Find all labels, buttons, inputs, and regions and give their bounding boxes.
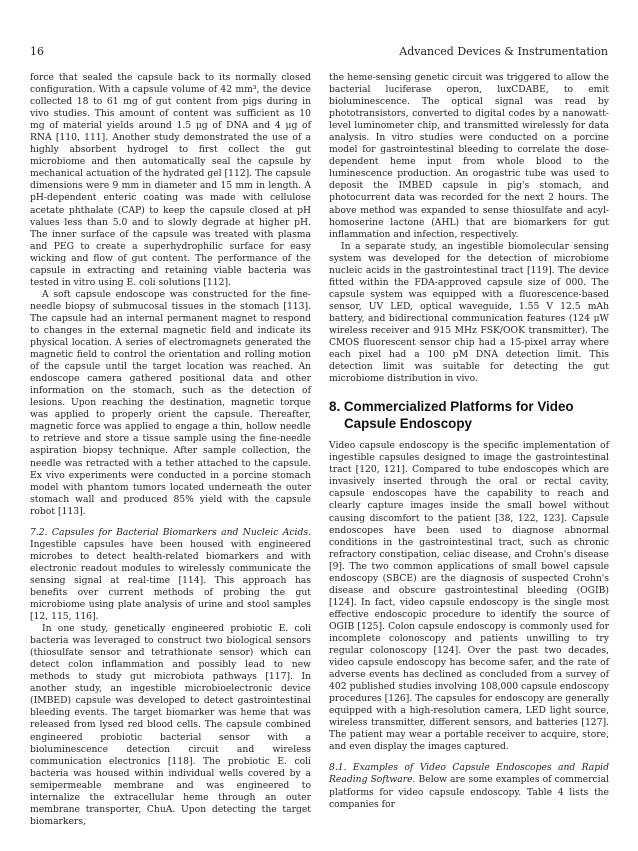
- subsection-title: 7.2. Capsules for Bacterial Biomarkers and Nucleic Acids.: [30, 526, 311, 538]
- right-column: [329, 72, 609, 811]
- paragraph: Video capsule endoscopy is the specific implementation of ingestible capsules designed to image the gastrointestinal tract [120, 121]. Compared to tube endoscopes which are invasively inserted through the oral or rectal cavity, capsule endoscopes have the capability to reach and clearly capture images inside the small bowel without causing discomfort to the patient [38, 122, 123]. Capsule endoscopes have been used to diagnose abnormal conditions in the gastrointestinal tract, such as chronic refractory constipation, celiac disease, and Crohn's disease [9]. The two common applications of small bowel capsule endoscopy (SBCE) are the diagnosis of suspected Crohn's disease and obscure gastrointestinal bleeding (OGIB) [124]. In fact, video capsule endoscopy is the single most effective endoscopic procedure to identify the source of OGIB [125]. Colon capsule endoscopy is commonly used for incomplete colonoscopy and patients unwilling to try regular colonoscopy [124]. Over the past two decades, video capsule endoscopy has become safer, and the rate of adverse events has declined as concluded from a survey of 402 published studies involving 108,000 capsule endoscopy procedures [126]. The capsules for endoscopy are generally equipped with a high-resolution camera, LED light source, wireless transmitter, different sensors, and batteries [127]. The patient may wear a portable receiver to acquire, store, and even display the images captured.: [329, 440, 609, 753]
- section-title-line: Capsule Endoscopy: [344, 415, 472, 431]
- paragraph: In one study, genetically engineered probiotic E. coli bacteria was leveraged to construct two biological sensors (thiosulfate sensor and tetrathionate sensor) which can detect colon inflammation and possibly lead to new methods to study gut microbiota pathways [117]. In another study, an ingestible microbioelectronic device (IMBED) capsule was developed to detect gastrointestinal bleeding events. The target biomarker was heme that was released from lysed red blood cells. The capsule combined engineered probiotic bacterial sensor with a bioluminescence detection circuit and wireless communication electronics [118]. The probiotic E. coli bacteria was housed within individual wells covered by a semipermeable membrane and was engineered to internalize the extracellular heme through an outer membrane transporter, ChuA. Upon detecting the target biomarkers,: [30, 623, 311, 827]
- page-number: 16: [30, 45, 44, 58]
- paragraph: In a separate study, an ingestible biomolecular sensing system was developed for the detection of microbiome nucleic acids in the gastrointestinal tract [119]. The device fitted within the FDA-approved capsule size of 000. The capsule system was equipped with a fluorescence-based sensor, UV LED, optical waveguide, 1.55 V 12.5 mAh battery, and bidirectional communication features (124 μW wireless receiver and 915 MHz FSK/OOK transmitter). The CMOS fluorescent sensor chip had a 15-pixel array where each pixel had a 100 pM DNA detection limit. This detection limit was suitable for detecting the gut microbiome distribution in vivo.: [329, 240, 609, 385]
- paragraph: A soft capsule endoscope was constructed for the fine-needle biopsy of submucosal tissues in the stomach [113]. The capsule had an internal permanent magnet to respond to changes in the external magnetic field and indicate its physical location. A series of electromagnets generated the magnetic field to control the orientation and rolling motion of the capsule until the target location was reached. An endoscope camera gathered positional data and other information on the stomach, such as the detection of lesions. Upon reaching the destination, magnetic torque was applied to properly orient the capsule. Thereafter, magnetic force was applied to engage a thin, hollow needle to retrieve and store a tissue sample using the fine-needle aspiration biopsy technique. After sample collection, the needle was retracted with a tether attached to the capsule. Ex vivo experiments were conducted in a porcine stomach model with phantom tumors located underneath the outer stomach wall and produced 85% yield with the capsule robot [113].: [30, 288, 311, 517]
- page-header: [30, 44, 608, 60]
- paragraph: Ingestible capsules have been housed with engineered microbes to detect health-related biomarkers and with electronic readout modules to wirelessly communicate the sensing signal at real-time [114]. This approach has benefits over current methods of probing the gut microbiome using plate analysis of urine and stool samples [12, 115, 116].: [30, 538, 311, 623]
- paragraph: force that sealed the capsule back to its normally closed configuration. With a capsule volume of 42 mm³, the device collected 18 to 61 mg of gut content from pigs during in vivo studies. This amount of content was sufficient as 10 mg of material yields around 1.5 μg of DNA and 4 μg of RNA [110, 111]. Another study demonstrated the use of a highly absorbent hydrogel to first collect the gut microbiome and then automatically seal the capsule by mechanical actuation of the hydrated gel [112]. The capsule dimensions were 9 mm in diameter and 15 mm in length. A pH-dependent enteric coating was made with cellulose acetate phthalate (CAP) to keep the capsule closed at pH values less than 5.0 and to slowly degrade at higher pH. The inner surface of the capsule was treated with plasma and PEG to create a superhydrophilic surface for easy wicking and flow of gut content. The performance of the capsule in extracting and retaining viable bacteria was tested in vitro using E. coli solutions [112].: [30, 72, 311, 288]
- left-column: [30, 72, 311, 828]
- paragraph: Below are some examples of commercial platforms for video capsule endoscopy. Table 4 lists the companies for: [329, 774, 609, 810]
- subsection-title: 8.1. Examples of Video Capsule Endoscopes and Rapid Reading Software.: [329, 762, 609, 786]
- paragraph: the heme-sensing genetic circuit was triggered to allow the bacterial luciferase operon, luxCDABE, to emit bioluminescence. The optical signal was read by phototransistors, converted to digital codes by a nanowatt-level luminometer chip, and transmitted wirelessly for data analysis. In vitro studies were conducted on a porcine model for gastrointestinal bleeding to correlate the dose-dependent heme input from whole blood to the luminescence production. An orogastric tube was used to deposit the IMBED capsule in pig's stomach, and photocurrent data was recorded for the next 2 hours. The above method was expanded to sense thiosulfate and acyl-homoserine lactone (AHL) that are biomarkers for gut inflammation and infection, respectively.: [329, 72, 609, 240]
- section-title-line: 8. Commercialized Platforms for Video: [329, 399, 574, 415]
- journal-name: Advanced Devices & Instrumentation: [399, 45, 608, 58]
- section-title: [329, 399, 609, 432]
